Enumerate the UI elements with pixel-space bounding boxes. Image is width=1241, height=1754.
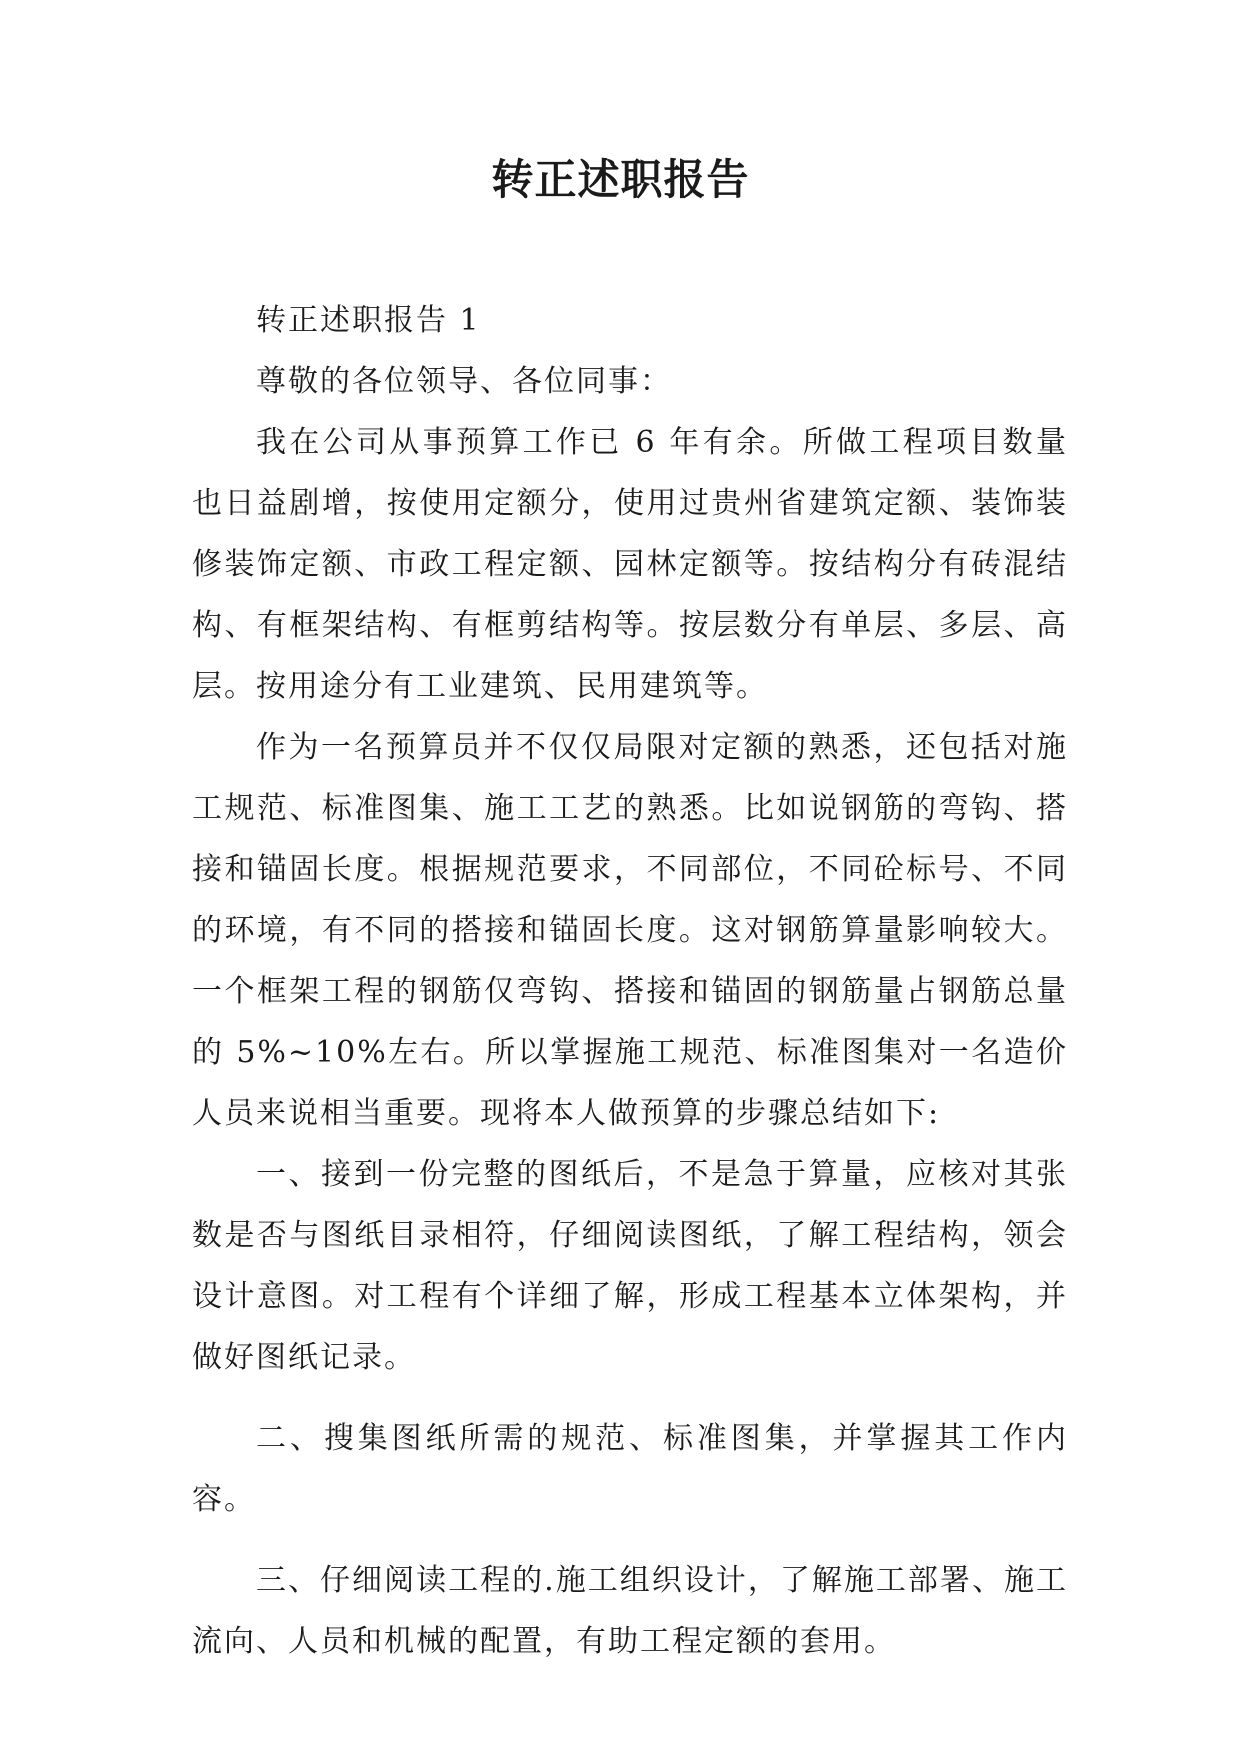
document-body (192, 290, 1068, 1672)
paragraph-step-two: 二、搜集图纸所需的规范、标准图集，并掌握其工作内容。 (192, 1421, 1068, 1517)
section-heading: 转正述职报告 1 (256, 303, 481, 338)
paragraph-experience: 我在公司从事预算工作已 6 年有余。所做工程项目数量也日益剧增，按使用定额分，使用过贵州省建筑定额、装饰装修装饰定额、市政工程定额、园林定额等。按结构分有砖混结构、有框架结构、有框剪结构等。按层数分有单层、多层、高层。按用途分有工业建筑、民用建筑等。 (192, 425, 1068, 704)
paragraph-budget-knowledge: 作为一名预算员并不仅仅局限对定额的熟悉，还包括对施工规范、标准图集、施工工艺的熟悉。比如说钢筋的弯钩、搭接和锚固长度。根据规范要求，不同部位，不同砼标号、不同的环境，有不同的搭接和锚固长度。这对钢筋算量影响较大。一个框架工程的钢筋仅弯钩、搭接和锚固的钢筋量占钢筋总量的 5%~10%左右。所以掌握施工规范、标准图集对一名造价人员来说相当重要。现将本人做预算的步骤总结如下: (192, 730, 1068, 1131)
paragraph-step-three: 三、仔细阅读工程的.施工组织设计，了解施工部署、施工流向、人员和机械的配置，有助工程定额的套用。 (192, 1563, 1068, 1659)
salutation: 尊敬的各位领导、各位同事： (256, 364, 672, 399)
paragraph-step-one: 一、接到一份完整的图纸后，不是急于算量，应核对其张数是否与图纸目录相符，仔细阅读图纸，了解工程结构，领会设计意图。对工程有个详细了解，形成工程基本立体架构，并做好图纸记录。 (192, 1157, 1068, 1375)
document-title: 转正述职报告 (491, 155, 750, 204)
